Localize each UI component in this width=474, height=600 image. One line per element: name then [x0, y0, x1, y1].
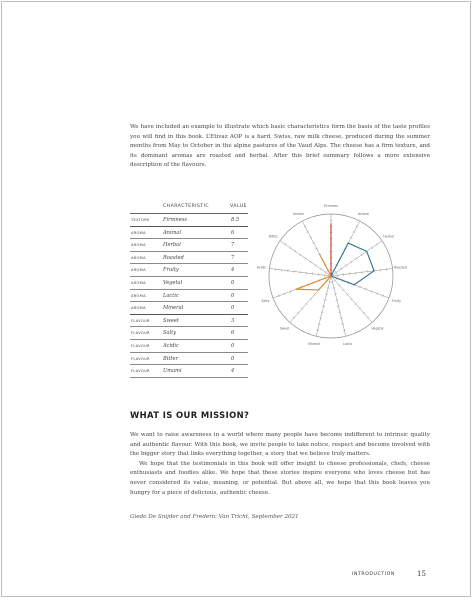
table-row	[130, 353, 248, 366]
radar-axis-label: Bitter	[268, 234, 278, 239]
row-characteristic: Mineral	[163, 305, 184, 312]
radar-tick	[346, 264, 348, 266]
radar-tick	[284, 243, 286, 245]
radar-tick	[361, 254, 363, 256]
radar-axis-label: Fruity	[392, 298, 401, 303]
radar-tick	[294, 250, 296, 252]
mission-paragraph-1: We want to raise awareness in a world where many people have become indifferent to intrinsic quality and authentic flavour. With this book, we invite people to take notice, respect and become involved with the bigger story that links everything together, a story that we believe truly matters.	[130, 432, 430, 458]
table-row	[130, 340, 248, 353]
row-category: AROMA	[131, 268, 146, 273]
row-category: AROMA	[131, 255, 146, 260]
row-category: FLAVOUR	[131, 356, 150, 361]
radar-tick	[305, 257, 307, 259]
row-value: 0	[231, 355, 235, 362]
row-characteristic: Sweet	[163, 317, 179, 324]
row-value: 3	[231, 317, 235, 324]
radar-axis-label: Herbal	[383, 234, 394, 239]
flavour-series-line	[296, 254, 331, 290]
radar-tick	[356, 257, 358, 259]
row-characteristic: Fruity	[163, 267, 179, 274]
radar-axis-label: Vegetal	[371, 326, 384, 331]
running-head: INTRODUCTION	[352, 572, 395, 577]
intro-paragraph: We have included an example to illustrate which basic characteristics form the basis of the taste profiles you will find in this book. L’Etivaz AOP is a hard, Swiss, raw milk cheese, produced during the summer months from May to October in the alpine pastures of the Vaud Alps. The cheese has a firm texture, and its dominant aromas are roasted and herbal. After this brief summary follows a more extensive description of the flavours.	[130, 124, 430, 169]
radar-axis-label: Mineral	[308, 342, 321, 347]
table-row	[130, 327, 248, 340]
row-category: AROMA	[131, 230, 146, 235]
table-body	[130, 214, 248, 378]
table-row	[130, 214, 248, 227]
row-category: AROMA	[131, 280, 146, 285]
mission-paragraph-2: We hope that the testimonials in this book will offer insight to cheese professionals, chefs, cheese enthusiasts and foodies alike. We hope that these stories inspire everyone who loves cheese but has never considered its value, meaning, or potential. But above all, we hope that this book leaves you hungry for a piece of delicious, authentic cheese.	[130, 460, 430, 496]
radar-axis-label: Lactic	[343, 342, 353, 347]
table-row	[130, 302, 248, 315]
characteristics-table	[130, 203, 248, 378]
row-characteristic: Animal	[163, 229, 182, 236]
row-characteristic: Firmness	[163, 217, 187, 223]
radar-axis-label: Roasted	[394, 265, 407, 270]
row-characteristic: Umami	[163, 368, 182, 375]
row-characteristic: Lactic	[163, 292, 179, 299]
radar-axis-label: Acidic	[256, 265, 267, 270]
row-characteristic: Salty	[163, 330, 177, 337]
radar-tick	[351, 261, 353, 263]
radar-axis-label: Salty	[261, 298, 270, 303]
table-row	[130, 252, 248, 265]
table-header	[130, 203, 248, 214]
row-value: 8.5	[231, 217, 240, 223]
row-category: AROMA	[131, 293, 146, 298]
row-category: FLAVOUR	[131, 369, 150, 374]
characteristic-header: CHARACTERISTIC	[163, 204, 210, 209]
radar-tick	[376, 243, 378, 245]
row-value: 0	[231, 292, 235, 299]
row-category: FLAVOUR	[131, 318, 150, 323]
page-number: 15	[417, 569, 426, 578]
row-value: 4	[231, 267, 235, 274]
row-characteristic: Bitter	[163, 355, 178, 362]
row-value: 0	[231, 305, 235, 312]
row-category: AROMA	[131, 306, 146, 311]
table-row	[130, 264, 248, 277]
radar-tick	[325, 271, 327, 273]
radar-axis-label: Firmness	[323, 204, 339, 209]
row-category: AROMA	[131, 243, 146, 248]
table-row	[130, 239, 248, 252]
row-characteristic: Herbal	[163, 242, 181, 249]
radar-tick	[300, 254, 302, 256]
row-value: 0	[231, 279, 235, 286]
radar-tick	[289, 247, 291, 249]
row-characteristic: Vegetal	[163, 279, 183, 286]
radar-tick	[335, 271, 337, 273]
row-value: 6	[231, 229, 235, 236]
row-value: 6	[231, 330, 235, 337]
row-category: FLAVOUR	[131, 331, 150, 336]
row-value: 7	[231, 254, 235, 261]
radar-tick	[310, 261, 312, 263]
row-value: 0	[231, 342, 235, 349]
radar-axis-label: Animal	[358, 212, 370, 217]
radar-axis-label: Sweet	[279, 326, 290, 331]
row-value: 4	[231, 368, 235, 375]
aroma-series-line	[331, 243, 374, 285]
row-characteristic: Acidic	[163, 342, 179, 349]
mission-body	[130, 431, 430, 498]
table-row	[130, 227, 248, 240]
mission-heading: WHAT IS OUR MISSION?	[130, 410, 250, 420]
radar-tick	[315, 264, 317, 266]
table-row	[130, 290, 248, 303]
table-row	[130, 277, 248, 290]
table-row	[130, 365, 248, 378]
flavour-radar-chart	[252, 203, 422, 353]
signature: Giedo De Snijder and Frederic Van Tricht, September 2021	[130, 514, 299, 520]
row-value: 7	[231, 242, 235, 249]
table-row	[130, 315, 248, 328]
row-category: TEXTURE	[131, 218, 150, 222]
radar-tick	[320, 268, 322, 270]
radar-axis-label: Umami	[292, 212, 305, 217]
radar-tick	[340, 268, 342, 270]
row-category: FLAVOUR	[131, 343, 150, 348]
value-header: VALUE	[230, 204, 247, 209]
row-characteristic: Roasted	[163, 254, 184, 261]
radar-tick	[371, 247, 373, 249]
